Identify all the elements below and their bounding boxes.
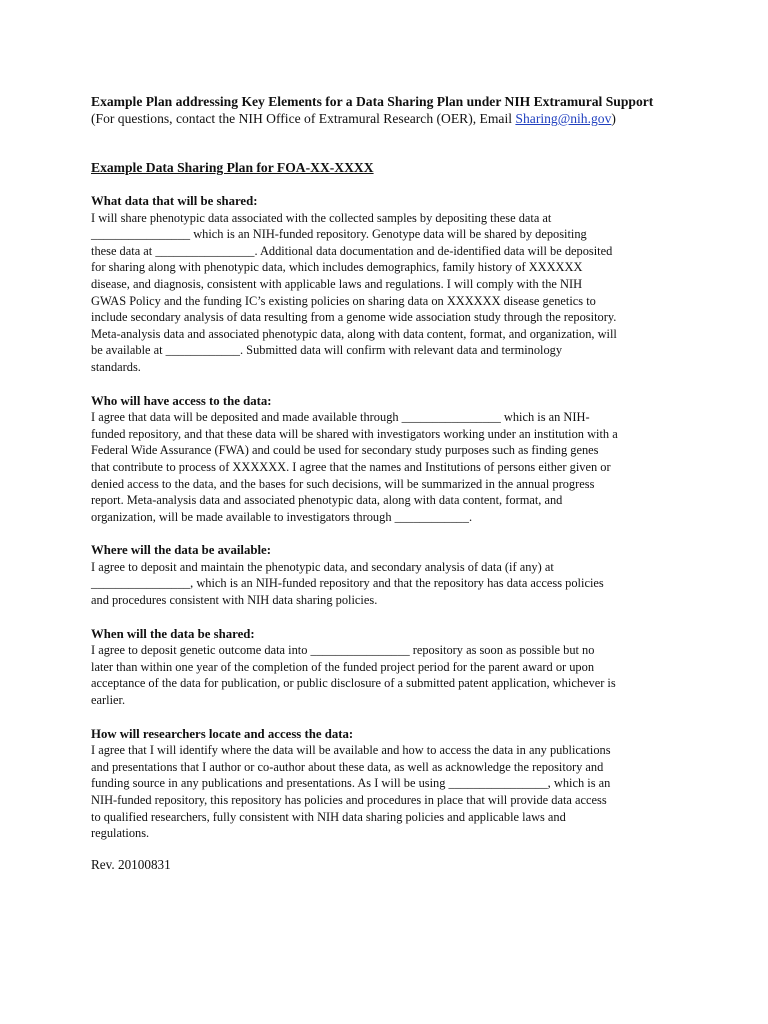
paragraph-line: to qualified researchers, fully consistent with NIH data sharing policies and applicable laws and [91, 809, 566, 824]
document-page [91, 93, 691, 873]
section [91, 193, 691, 376]
paragraph-line: and presentations that I author or co-author about these data, as well as acknowledge the repository and [91, 759, 604, 774]
paragraph-line: I agree to deposit and maintain the phenotypic data, and secondary analysis of data (if any) at [91, 559, 554, 574]
sections-container [91, 193, 691, 842]
section-heading: What data that will be shared: [91, 194, 258, 208]
section [91, 542, 691, 608]
section-paragraph [91, 742, 691, 842]
section [91, 393, 691, 526]
paragraph-line: I will share phenotypic data associated with the collected samples by depositing these data at [91, 210, 552, 225]
section-paragraph [91, 559, 691, 609]
paragraph-line: I agree that data will be deposited and made available through ________________ which is an NIH- [91, 410, 590, 425]
section-paragraph [91, 642, 691, 708]
contact-line [91, 110, 691, 127]
paragraph-line: denied access to the data, and the bases for such decisions, will be summarized in the annual progress [91, 476, 595, 491]
paragraph-line: and procedures consistent with NIH data sharing policies. [91, 593, 378, 608]
section-heading: Who will have access to the data: [91, 393, 272, 408]
paragraph-line: be available at ____________. Submitted data will confirm with relevant data and terminology [91, 343, 563, 358]
paragraph-line: standards. [91, 359, 141, 374]
contact-prefix: (For questions, contact the NIH Office of Extramural Research (OER), Email [91, 111, 516, 126]
paragraph-line: GWAS Policy and the funding IC’s existing policies on sharing data on XXXXXX disease genetics to [91, 293, 596, 308]
paragraph-line: for sharing along with phenotypic data, which includes demographics, family history of XXXXXX [91, 260, 583, 275]
paragraph-line: acceptance of the data for publication, or public disclosure of a submitted patent application, whichever is [91, 676, 616, 691]
section-heading: When will the data be shared: [91, 626, 255, 641]
paragraph-line: ________________ which is an NIH-funded repository. Genotype data will be shared by depositing [91, 227, 587, 242]
paragraph-line: earlier. [91, 693, 126, 708]
paragraph-line: disease, and diagnosis, consistent with applicable laws and regulations. I will comply with the NIH [91, 276, 583, 291]
paragraph-line: report. Meta-analysis data and associated phenotypic data, along with data content, format, and [91, 493, 563, 508]
document-title: Example Plan addressing Key Elements for a Data Sharing Plan under NIH Extramural Support [91, 94, 654, 109]
section [91, 726, 691, 842]
email-link[interactable]: Sharing@nih.gov [515, 111, 612, 126]
paragraph-line: funded repository, and that these data will be shared with investigators working under an institution with a [91, 426, 618, 441]
section-paragraph [91, 210, 691, 376]
paragraph-line: ________________, which is an NIH-funded repository and that the repository has data access policies [91, 576, 604, 591]
paragraph-line: that contribute to process of XXXXXX. I agree that the names and Institutions of persons either given or [91, 459, 611, 474]
plan-title: Example Data Sharing Plan for FOA-XX-XXXX [91, 160, 374, 175]
paragraph-line: organization, will be made available to investigators through ____________. [91, 509, 473, 524]
section-heading: Where will the data be available: [91, 543, 271, 558]
section-heading: How will researchers locate and access the data: [91, 726, 354, 741]
paragraph-line: regulations. [91, 826, 150, 841]
paragraph-line: later than within one year of the completion of the funded project period for the parent award or upon [91, 659, 595, 674]
revision-label: Rev. 20100831 [91, 856, 171, 872]
paragraph-line: Meta-analysis data and associated phenotypic data, along with data content, format, and organization, will [91, 326, 617, 341]
contact-suffix: ) [611, 111, 616, 126]
paragraph-line: I agree to deposit genetic outcome data into ________________ repository as soon as possible but no [91, 643, 595, 658]
paragraph-line: funding source in any publications and presentations. As I will be using ________________, which is an [91, 776, 611, 791]
section-paragraph [91, 409, 691, 525]
paragraph-line: these data at ________________. Additional data documentation and de-identified data will be deposited [91, 243, 613, 258]
paragraph-line: I agree that I will identify where the data will be available and how to access the data in any publications [91, 743, 611, 758]
paragraph-line: NIH-funded repository, this repository has policies and procedures in place that will provide data access [91, 793, 607, 807]
section [91, 626, 691, 709]
paragraph-line: include secondary analysis of data resulting from a genome wide association study through the repository. [91, 310, 617, 325]
paragraph-line: Federal Wide Assurance (FWA) and could be used for secondary study purposes such as finding genes [91, 443, 599, 458]
